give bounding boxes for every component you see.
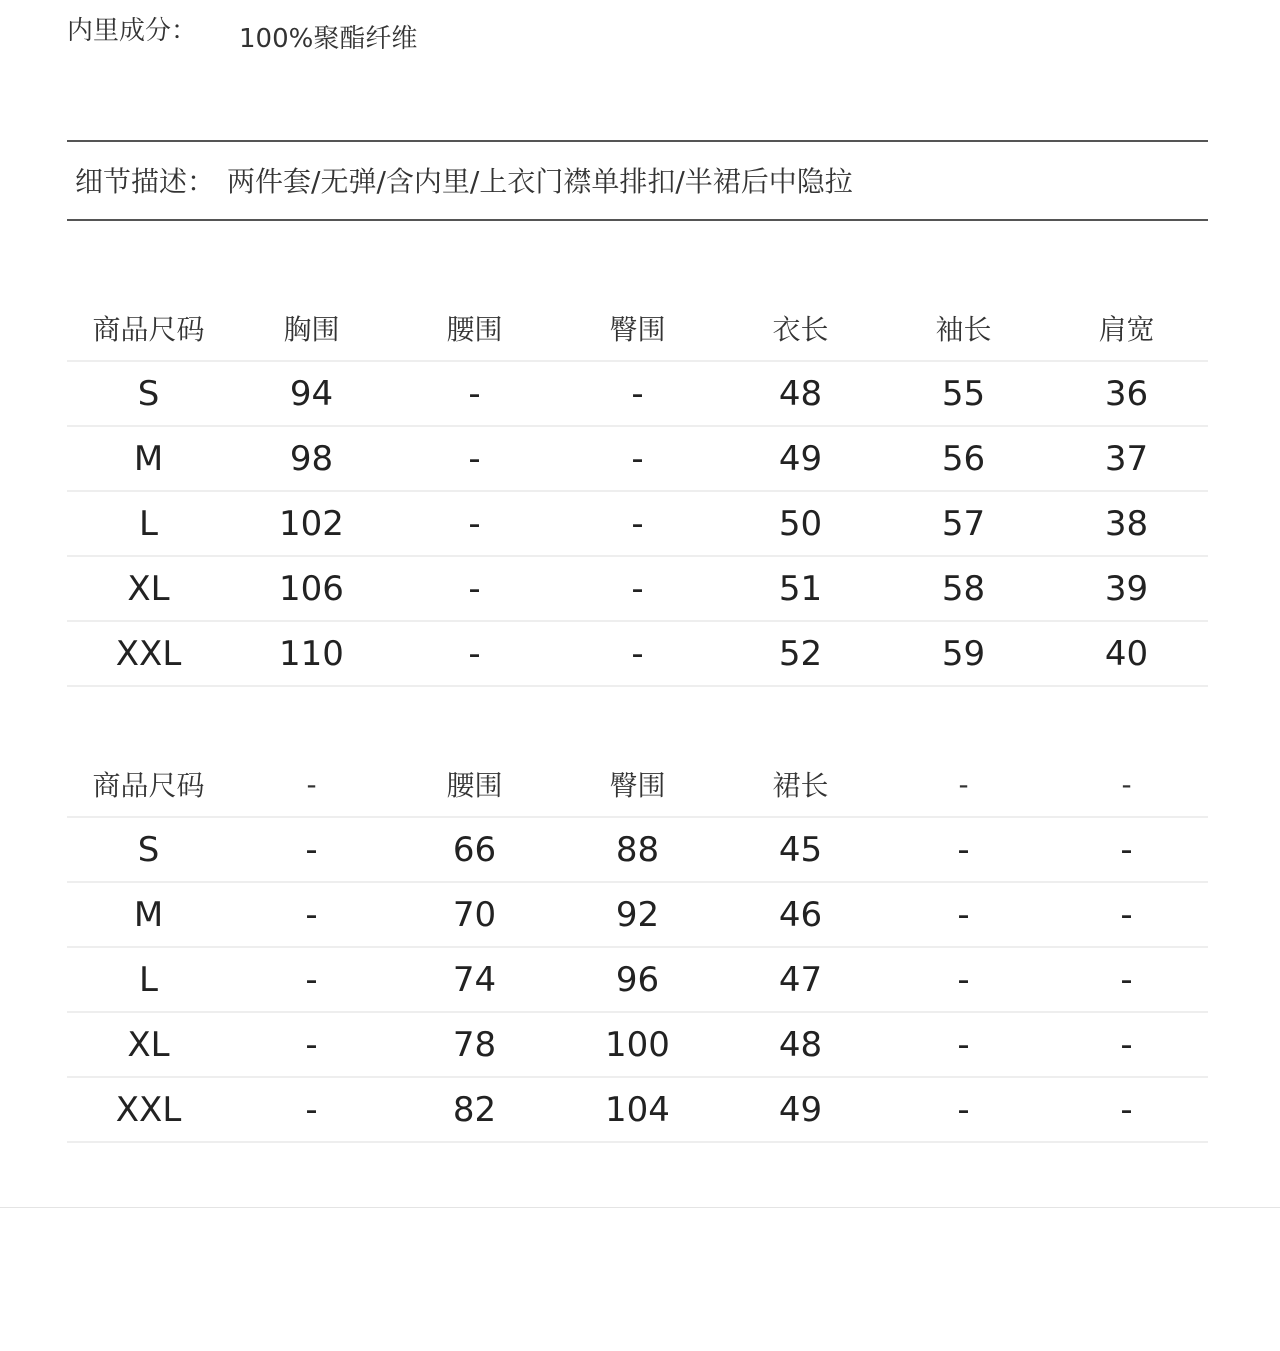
measurement-cell: -: [556, 361, 719, 426]
measurement-cell: -: [556, 491, 719, 556]
table-row: [67, 1012, 1208, 1077]
measurement-cell: -: [230, 1012, 393, 1077]
column-header: 裙长: [719, 752, 882, 817]
column-header: 臀围: [556, 296, 719, 361]
size-cell: XXL: [67, 621, 230, 686]
size-cell: XXL: [67, 1077, 230, 1142]
table-row: [67, 1077, 1208, 1142]
measurement-cell: 50: [719, 491, 882, 556]
measurement-cell: 98: [230, 426, 393, 491]
measurement-cell: -: [556, 556, 719, 621]
measurement-cell: -: [882, 1012, 1045, 1077]
table-row: [67, 426, 1208, 491]
column-header: 胸围: [230, 296, 393, 361]
measurement-cell: 55: [882, 361, 1045, 426]
measurement-cell: -: [393, 361, 556, 426]
column-header: 臀围: [556, 752, 719, 817]
table-row: [67, 621, 1208, 686]
size-cell: L: [67, 947, 230, 1012]
measurement-cell: -: [393, 621, 556, 686]
measurement-cell: 58: [882, 556, 1045, 621]
top-size-table: [67, 296, 1208, 687]
measurement-cell: 45: [719, 817, 882, 882]
column-header: -: [1045, 752, 1208, 817]
measurement-cell: 38: [1045, 491, 1208, 556]
measurement-cell: 59: [882, 621, 1045, 686]
column-header: 腰围: [393, 752, 556, 817]
measurement-cell: 82: [393, 1077, 556, 1142]
size-cell: S: [67, 361, 230, 426]
measurement-cell: 110: [230, 621, 393, 686]
size-cell: M: [67, 882, 230, 947]
measurement-cell: -: [393, 491, 556, 556]
measurement-cell: 96: [556, 947, 719, 1012]
measurement-cell: -: [1045, 1012, 1208, 1077]
measurement-cell: 56: [882, 426, 1045, 491]
measurement-cell: -: [393, 556, 556, 621]
measurement-cell: 104: [556, 1077, 719, 1142]
bottom-divider: [0, 1207, 1280, 1208]
table-row: [67, 882, 1208, 947]
measurement-cell: 66: [393, 817, 556, 882]
table-header-row: [67, 752, 1208, 817]
measurement-cell: 92: [556, 882, 719, 947]
skirt-size-table: [67, 752, 1208, 1143]
measurement-cell: 88: [556, 817, 719, 882]
measurement-cell: 106: [230, 556, 393, 621]
divider: [67, 140, 1208, 142]
table-header-row: [67, 296, 1208, 361]
measurement-cell: 49: [719, 1077, 882, 1142]
measurement-cell: 37: [1045, 426, 1208, 491]
measurement-cell: 48: [719, 1012, 882, 1077]
size-cell: XL: [67, 556, 230, 621]
divider: [67, 219, 1208, 221]
measurement-cell: 57: [882, 491, 1045, 556]
measurement-cell: 52: [719, 621, 882, 686]
column-header: 衣长: [719, 296, 882, 361]
measurement-cell: -: [556, 426, 719, 491]
column-header: 商品尺码: [67, 752, 230, 817]
detail-label: 细节描述：: [75, 165, 216, 198]
measurement-cell: 47: [719, 947, 882, 1012]
measurement-cell: -: [882, 817, 1045, 882]
measurement-cell: -: [882, 1077, 1045, 1142]
size-cell: M: [67, 426, 230, 491]
measurement-cell: 48: [719, 361, 882, 426]
measurement-cell: -: [230, 817, 393, 882]
column-header: 袖长: [882, 296, 1045, 361]
table-row: [67, 556, 1208, 621]
detail-value: 两件套/无弹/含内里/上衣门襟单排扣/半裙后中隐拉: [227, 165, 853, 198]
measurement-cell: 49: [719, 426, 882, 491]
column-header: -: [230, 752, 393, 817]
measurement-cell: 39: [1045, 556, 1208, 621]
lining-value: 100%聚酯纤维: [239, 24, 418, 54]
measurement-cell: -: [230, 947, 393, 1012]
table-row: [67, 491, 1208, 556]
measurement-cell: 51: [719, 556, 882, 621]
measurement-cell: 36: [1045, 361, 1208, 426]
column-header: -: [882, 752, 1045, 817]
measurement-cell: -: [1045, 817, 1208, 882]
measurement-cell: -: [882, 947, 1045, 1012]
measurement-cell: 102: [230, 491, 393, 556]
table-row: [67, 947, 1208, 1012]
measurement-cell: 40: [1045, 621, 1208, 686]
measurement-cell: -: [1045, 1077, 1208, 1142]
measurement-cell: -: [882, 882, 1045, 947]
table-row: [67, 817, 1208, 882]
detail-description: [75, 160, 853, 200]
measurement-cell: -: [393, 426, 556, 491]
column-header: 肩宽: [1045, 296, 1208, 361]
measurement-cell: -: [230, 1077, 393, 1142]
measurement-cell: 94: [230, 361, 393, 426]
measurement-cell: 100: [556, 1012, 719, 1077]
measurement-cell: -: [230, 882, 393, 947]
measurement-cell: 70: [393, 882, 556, 947]
size-cell: S: [67, 817, 230, 882]
lining-label: 内里成分：: [67, 16, 198, 46]
measurement-cell: -: [1045, 947, 1208, 1012]
measurement-cell: -: [1045, 882, 1208, 947]
column-header: 商品尺码: [67, 296, 230, 361]
measurement-cell: 78: [393, 1012, 556, 1077]
table-row: [67, 361, 1208, 426]
measurement-cell: 74: [393, 947, 556, 1012]
size-cell: L: [67, 491, 230, 556]
size-cell: XL: [67, 1012, 230, 1077]
measurement-cell: -: [556, 621, 719, 686]
measurement-cell: 46: [719, 882, 882, 947]
column-header: 腰围: [393, 296, 556, 361]
